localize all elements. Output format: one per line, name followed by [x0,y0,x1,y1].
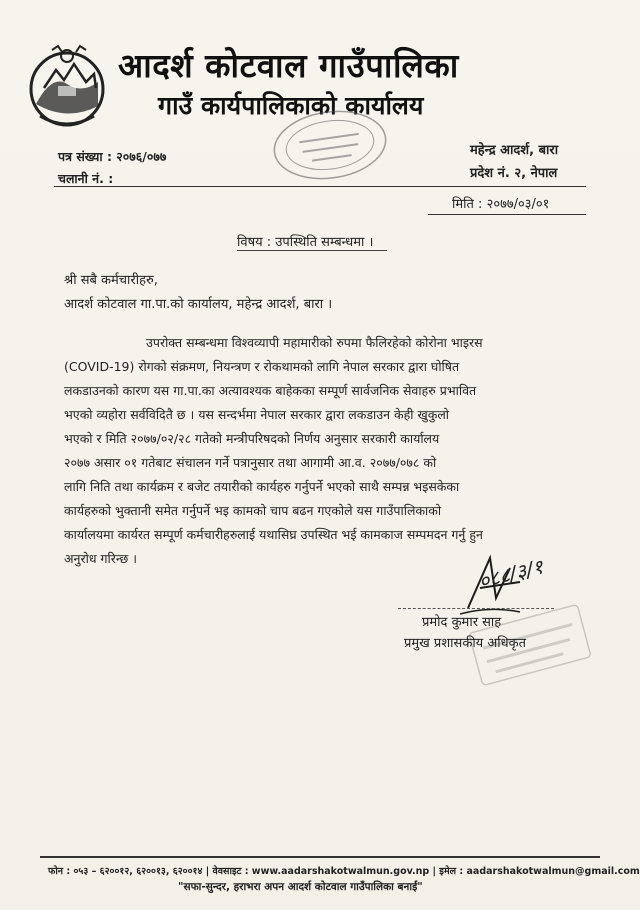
body-line: कार्यालयमा कार्यरत सम्पूर्ण कर्मचारीहरुलाई यथासिघ्र उपस्थित भई कामकाज सम्पमदन गर्नु हुन [64,527,483,542]
recipient-line-2: आदर्श कोटवाल गा.पा.को कार्यालय, महेन्द्र आदर्श, बारा । [64,297,333,312]
address-line-2: प्रदेश नं. २, नेपाल [470,166,558,181]
office-subtitle: गाउँ कार्यपालिकाको कार्यालय [158,91,424,120]
nepal-emblem-icon [22,44,112,130]
body-line: भएको र मिति २०७७/०२/२८ गतेको मन्त्रीपरिषदको निर्णय अनुसार सरकारी कार्यालय [64,431,440,446]
signatory-name: प्रमोद कुमार साह [422,615,502,630]
letter-date: मिति : २०७७/०३/०१ [452,197,550,212]
body-line: अनुरोध गरिन्छ । [64,551,137,566]
body-line: लकडाउनको कारण यस गा.पा.का अत्यावश्यक बाहेकका सम्पूर्ण सार्वजनिक सेवाहरु प्रभावित [64,383,477,398]
footer-contact: फोन : ०५३ – ६२००१२, ६२००१३, ६२००१४ | वेवसाइट : www.aadarshakotwalmun.gov.np | इमेल : aadarshakotwalmun@gmail.com [48,866,640,877]
subject-line: विषय : उपस्थिति सम्बन्धमा । [237,235,374,250]
subject-underline [237,250,387,251]
body-line: २०७७ असार ०१ गतेबाट संचालन गर्ने पत्रानुसार तथा आगामी आ.व. २०७७/०७८ को [64,455,437,470]
signature-line [398,608,554,609]
body-line: लागि निति तथा कार्यक्रम र बजेट तयारीको कार्यहरु गर्नुपर्ने भएको साथै सम्पन्न भइसकेका [64,479,460,494]
body-line: भएको व्यहोरा सर्वविदितै छ । यस सन्दर्भमा नेपाल सरकार द्वारा लकडाउन केही खुकुलो [64,407,450,422]
footer-divider [40,856,600,858]
body-line: कार्यहरुको भुक्तानी समेत गर्नुपर्ने भइ कामको चाप बढन गएकोले यस गाउँपालिकाको [64,503,442,518]
handwritten-date: ०८८/३/१ [476,554,546,594]
recipient-line-1: श्री सबै कर्मचारीहरु, [64,273,158,288]
letter-number: पत्र संख्या : २०७६/०७७ [58,149,167,164]
address-line-1: महेन्द्र आदर्श, बारा [470,143,559,158]
office-stamp-icon [265,100,394,190]
header-divider [54,186,586,187]
dispatch-number: चलानी नं. : [58,171,114,186]
body-line: (COVID-19) रोगको संक्रमण, नियन्त्रण र रोकथामको लागि नेपाल सरकार द्वारा घोषित [64,359,460,374]
signatory-designation: प्रमुख प्रशासकीय अधिकृत [404,636,527,651]
organization-title: आदर्श कोटवाल गाउँपालिका [118,46,459,85]
date-divider [428,214,586,215]
body-line: उपरोक्त सम्बन्धमा विश्वव्यापी महामारीको रुपमा फैलिरहेको कोरोना भाइरस [146,335,483,350]
footer-slogan: "सफा-सुन्दर, हराभरा अपन आदर्श कोटवाल गाउँपालिका बनाईं" [178,881,423,893]
